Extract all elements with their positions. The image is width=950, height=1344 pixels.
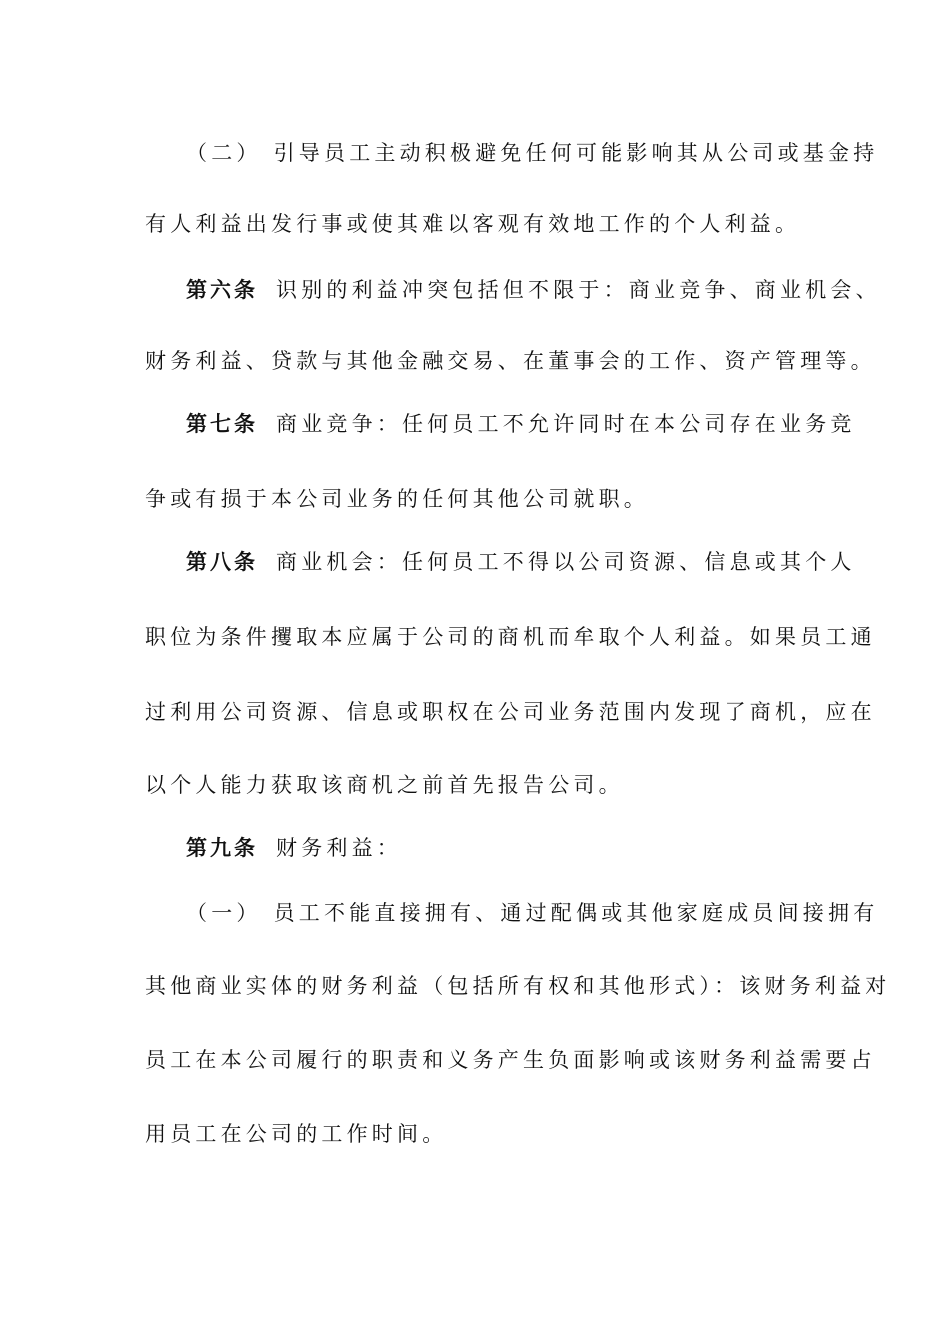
article-number: 第八条 [186, 549, 258, 574]
paragraph-text: 职位为条件攫取本应属于公司的商机而牟取个人利益。如果员工通 [145, 625, 876, 649]
list-marker: （二） [186, 141, 262, 165]
list-marker: （一） [186, 901, 262, 925]
article-text: 商业竞争：任何员工不允许同时在本公司存在业务竞 [276, 412, 856, 436]
article-number: 第九条 [186, 835, 258, 860]
article-line [186, 276, 881, 304]
paragraph-line [145, 485, 649, 513]
paragraph-text: 其他商业实体的财务利益（包括所有权和其他形式）：该财务利益对 [145, 974, 891, 998]
paragraph-text: 用员工在公司的工作时间。 [145, 1122, 448, 1146]
paragraph-text: 争或有损于本公司业务的任何其他公司就职。 [145, 487, 649, 511]
paragraph-line [145, 1120, 447, 1148]
paragraph-text: 过利用公司资源、信息或职权在公司业务范围内发现了商机，应在 [145, 700, 876, 724]
article-number: 第六条 [186, 277, 258, 302]
paragraph-text: 员工在本公司履行的职责和义务产生负面影响或该财务利益需要占 [145, 1048, 876, 1072]
paragraph-line [186, 899, 878, 927]
article-text: 识别的利益冲突包括但不限于：商业竞争、商业机会、 [276, 278, 881, 302]
paragraph-text: 财务利益、贷款与其他金融交易、在董事会的工作、资产管理等。 [145, 349, 876, 373]
article-number: 第七条 [186, 411, 258, 436]
paragraph-line [145, 623, 876, 651]
paragraph-line [145, 972, 891, 1000]
article-text: 财务利益： [276, 836, 402, 860]
article-line [186, 548, 856, 576]
paragraph-line [145, 771, 624, 799]
paragraph-line [186, 139, 878, 167]
paragraph-text: 引导员工主动积极避免任何可能影响其从公司或基金持 [273, 141, 879, 165]
paragraph-line [145, 698, 876, 726]
article-line [186, 410, 856, 438]
article-text: 商业机会：任何员工不得以公司资源、信息或其个人 [276, 550, 856, 574]
paragraph-line [145, 347, 876, 375]
paragraph-line [145, 210, 800, 238]
paragraph-text: 有人利益出发行事或使其难以客观有效地工作的个人利益。 [145, 212, 801, 236]
article-line [186, 834, 402, 862]
paragraph-line [145, 1046, 876, 1074]
paragraph-text: 以个人能力获取该商机之前首先报告公司。 [145, 773, 624, 797]
paragraph-text: 员工不能直接拥有、通过配偶或其他家庭成员间接拥有 [273, 901, 879, 925]
